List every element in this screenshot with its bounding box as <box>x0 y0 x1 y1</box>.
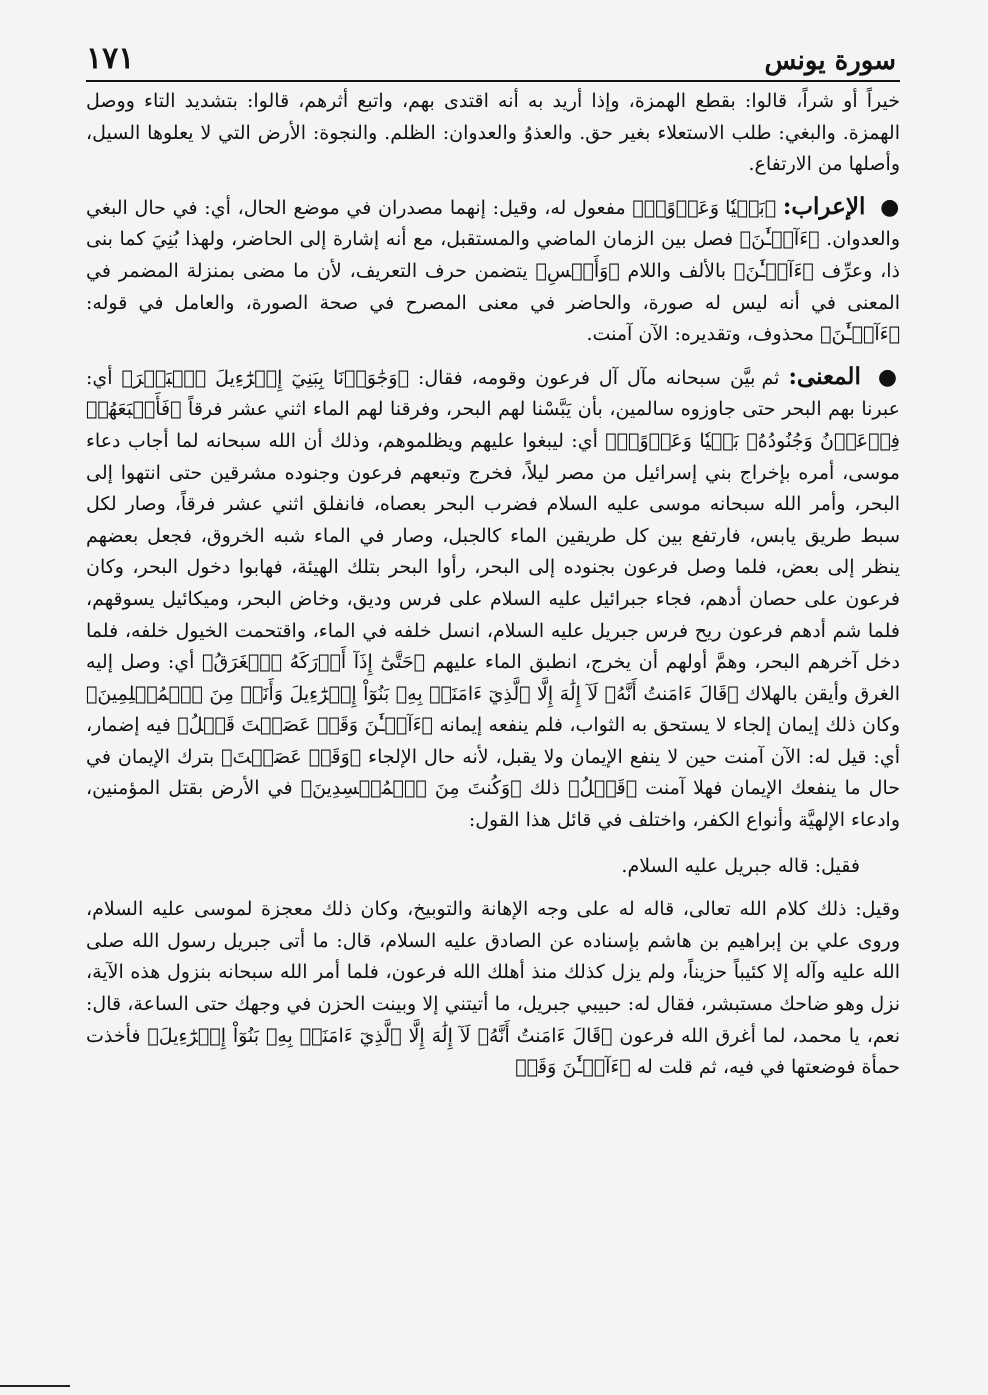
page-number: ١٧١ <box>86 41 135 76</box>
paragraph-maana <box>86 361 900 837</box>
irab-text: ﴿بَغۡيٗا وَعَدۡوًاۚ﴾ مفعول له، وقيل: إنهما مصدران في موضع الحال، أي: في حال البغي والعدوان. ﴿ءَآلۡـَٰٔنَ﴾ فصل بين الزمان الماضي والمستقبل، مع أنه إشارة إلى الحاضر، ولهذا بُنِيَ كما بنى ذا، وعرِّف ﴿ءَآلۡـَٰٔنَ﴾ بالألف واللام ﴿وَأَمۡسِ﴾ يتضمن حرف التعريف، لأن ما مضى بمنزلة المضمر في المعنى في أنه ليس له صورة، والحاضر في معنى المصرح في صحة الصورة، والعامل في قوله: ﴿ءَآلۡـَٰٔنَ﴾ محذوف، وتقديره: الآن آمنت. <box>86 196 900 346</box>
page-header <box>86 30 896 76</box>
section-heading-maana: المعنى: <box>788 362 861 390</box>
paragraph-vocabulary: خيراً أو شراً، قالوا: بقطع الهمزة، وإذا أريد به أنه اقتدى بهم، واتبع أثرهم، قالوا: بتشديد التاء ووصل الهمزة. والبغي: طلب الاستعلاء بغير حق. والعذوُ والعدوان: الظلم. والنجوة: الأرض التي لا يعلوها السيل، وأصلها من الارتفاع. <box>86 90 900 176</box>
footnote-rule <box>0 1385 70 1387</box>
section-heading-irab: الإعراب: <box>782 192 866 220</box>
paragraph-final: وقيل: ذلك كلام الله تعالى، قاله له على وجه الإهانة والتوبيخ، وكان ذلك معجزة لموسى عليه السلام، وروى علي بن إبراهيم بن هاشم بإسناده عن الصادق عليه السلام، قال: ما أتى جبريل رسول الله صلى الله عليه وآله إلا كئيباً حزيناً، ولم يزل كذلك منذ أهلك الله فرعون، فلما أمر الله سبحانه بنزول هذه الآية، نزل وهو ضاحك مستبشر، فقال له: حبيبي جبريل، ما أتيتني إلا وبينت الحزن في وجهك حتى الساعة، قال: نعم، يا محمد، لما أغرق الله فرعون ﴿قَالَ ءَامَنتُ أَنَّهُۥ لَآ إِلَٰهَ إِلَّا ٱلَّذِيٓ ءَامَنَتۡ بِهِۦ بَنُوٓاْ إِسۡرَٰٓءِيلَ﴾ فأخذت حمأة فوضعتها في فيه، ثم قلت له ﴿ءَآلۡـَٰٔنَ وَقَدۡ <box>86 898 901 1079</box>
page-body <box>86 86 900 1335</box>
maana-text: ثم بيَّن سبحانه مآل آل فرعون وقومه، فقال: ﴿وَجَٰوَزۡنَا بِبَنِيٓ إِسۡرَٰٓءِيلَ ٱلۡبَحۡرَ﴾ أي: عبرنا بهم البحر حتى جاوزوه سالمين، بأن يَبَّسْنا لهم البحر، وفرقنا لهم الماء اثني عشر فرقاً ﴿فَأَتۡبَعَهُمۡ فِرۡعَوۡنُ وَجُنُودُهُۥ بَغۡيٗا وَعَدۡوًاۖ﴾ أي: ليبغوا عليهم ويظلموهم، وذلك أن الله سبحانه لما أجاب دعاء موسى، أمره بإخراج بني إسرائيل من مصر ليلاً، فخرج وتبعهم فرعون وجنوده مشرقين حتى انتهوا إلى البحر، وأمر الله سبحانه موسى عليه السلام فضرب البحر بعصاه، فانفلق اثني عشر فرقاً، وصار لكل سبط طريق يابس، فارتفع بين كل طريقين الماء كالجبل، وصار في الماء شبه الخروق، فجعل بعضهم ينظر إلى بعض، فلما وصل فرعون بجنوده إلى البحر، رأوا البحر بتلك الهيئة، فهابوا دخول البحر، وكان فرعون على حصان أدهم، فجاء جبرائيل عليه السلام على فرس وديق، وخاض البحر، وميكائيل يسوقهم، فلما شم أدهم فرعون ريح فرس جبريل عليه السلام، انسل خلفه في الماء، واقتحمت الخيول خلفه، فلما دخل آخرهم البحر، وهمَّ أولهم أن يخرج، انطبق الماء عليهم ﴿حَتَّىٰٓ إِذَآ أَدۡرَكَهُ ٱلۡغَرَقُ﴾ أي: وصل إليه الغرق وأيقن بالهلاك ﴿قَالَ ءَامَنتُ أَنَّهُۥ لَآ إِلَٰهَ إِلَّا ٱلَّذِيٓ ءَامَنَتۡ بِهِۦ بَنُوٓاْ إِسۡرَٰٓءِيلَ وَأَنَا۠ مِنَ ٱلۡمُسۡلِمِينَ﴾ وكان ذلك إيمان إلجاء لا يستحق به الثواب، فلم ينفعه إيمانه ﴿ءَآلۡـَٰٔنَ وَقَدۡ عَصَيۡتَ قَبۡلُ﴾ فيه إضمار، أي: قيل له: الآن آمنت حين لا ينفع الإيمان ولا يقبل، لأنه حال الإلجاء ﴿وَقَدۡ عَصَيۡتَ﴾ بترك الإيمان في حال ما ينفعك الإيمان فهلا آمنت ﴿قَبۡلُ﴾ ذلك ﴿وَكُنتَ مِنَ ٱلۡمُفۡسِدِينَ﴾ في الأرض بقتل المؤمنين، وادعاء الإلهيَّة وأنواع الكفر، واختلف في قائل هذا القول: <box>86 366 900 832</box>
paragraph-irab <box>86 191 900 351</box>
bullet-icon: ● <box>880 194 900 220</box>
surah-title: سورة يونس <box>764 46 896 76</box>
header-rule <box>86 80 900 82</box>
quote-line: فقيل: قاله جبريل عليه السلام. <box>621 854 860 877</box>
bullet-icon: ● <box>877 364 901 390</box>
